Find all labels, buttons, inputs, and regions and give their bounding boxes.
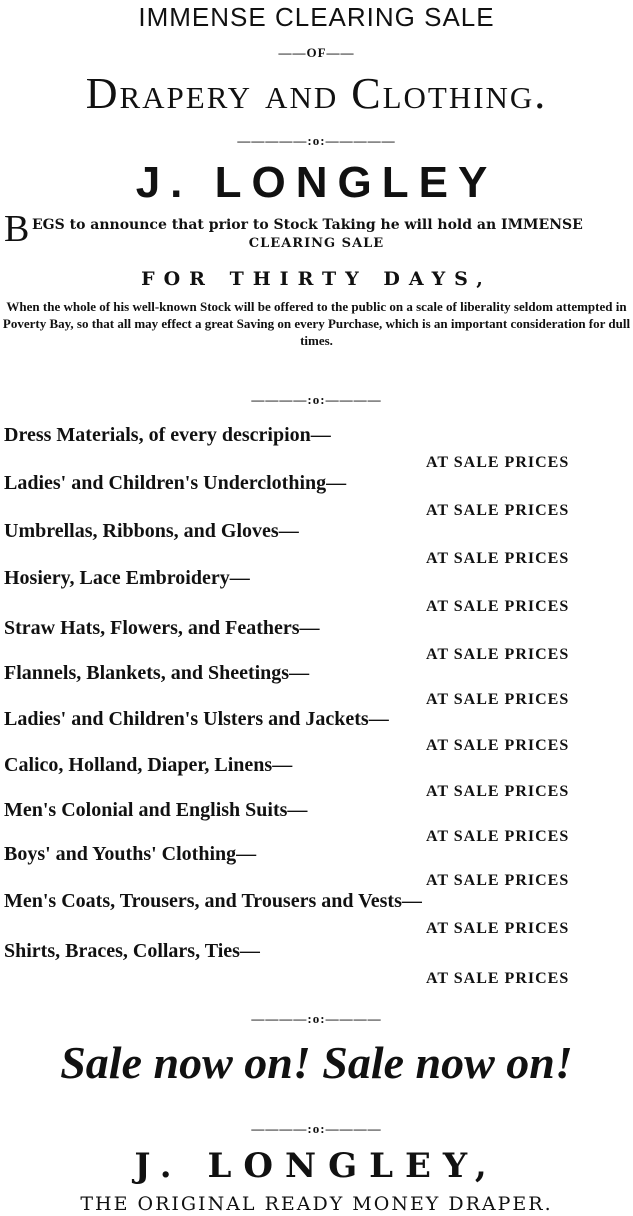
price-label: AT SALE PRICES	[426, 598, 570, 615]
price-label: AT SALE PRICES	[426, 454, 570, 471]
list-item: Calico, Holland, Diaper, Linens—	[4, 754, 293, 776]
main-title: Drapery and Clothing.	[85, 69, 548, 118]
list-item: Shirts, Braces, Collars, Ties—	[4, 940, 260, 962]
merchant-name-header: J. LONGLEY	[135, 158, 498, 207]
intro-line-2: CLEARING SALE	[248, 236, 385, 251]
list-item: Flannels, Blankets, and Sheetings—	[4, 662, 310, 684]
list-item: Ladies' and Children's Ulsters and Jackets—	[4, 708, 389, 730]
list-item: Men's Coats, Trousers, and Trousers and Vests—	[4, 890, 422, 912]
top-headline: IMMENSE CLEARING SALE	[138, 2, 495, 32]
list-item: Dress Materials, of every descripion—	[4, 424, 331, 446]
divider-top: —————:o:—————	[237, 133, 396, 148]
price-label: AT SALE PRICES	[426, 920, 570, 937]
of-rule: ——OF——	[278, 45, 355, 60]
sale-banner: Sale now on! Sale now on!	[60, 1037, 573, 1088]
price-label: AT SALE PRICES	[426, 502, 570, 519]
intro-paragraph: When the whole of his well-known Stock will be offered to the public on a scale of liberality seldom attempted in Poverty Bay, so that all may effect a great Saving on every Purchase, which is an important consideration for dull times.	[2, 299, 631, 348]
list-item: Ladies' and Children's Underclothing—	[4, 472, 347, 494]
list-item: Men's Colonial and English Suits—	[4, 799, 308, 821]
price-label: AT SALE PRICES	[426, 737, 570, 754]
list-item: Boys' and Youths' Clothing—	[4, 843, 257, 865]
divider-intro: ————:o:————	[251, 392, 382, 407]
intro-line-1: EGS to announce that prior to Stock Taking he will hold an IMMENSE	[32, 217, 583, 233]
list-item: Umbrellas, Ribbons, and Gloves—	[4, 520, 299, 542]
price-label: AT SALE PRICES	[426, 783, 570, 800]
sale-duration: FOR THIRTY DAYS,	[141, 268, 492, 290]
divider-footer-1: ————:o:————	[251, 1011, 382, 1026]
price-label: AT SALE PRICES	[426, 550, 570, 567]
list-item: Hosiery, Lace Embroidery—	[4, 567, 250, 589]
price-label: AT SALE PRICES	[426, 828, 570, 845]
drop-cap: B	[4, 208, 30, 250]
merchant-name-footer: J. LONGLEY,	[134, 1146, 499, 1186]
divider-footer-2: ————:o:————	[251, 1121, 382, 1136]
price-label: AT SALE PRICES	[426, 646, 570, 663]
price-label: AT SALE PRICES	[426, 872, 570, 889]
price-label: AT SALE PRICES	[426, 970, 570, 987]
price-label: AT SALE PRICES	[426, 691, 570, 708]
list-item: Straw Hats, Flowers, and Feathers—	[4, 617, 320, 639]
tagline: THE ORIGINAL READY MONEY DRAPER.	[80, 1193, 553, 1215]
